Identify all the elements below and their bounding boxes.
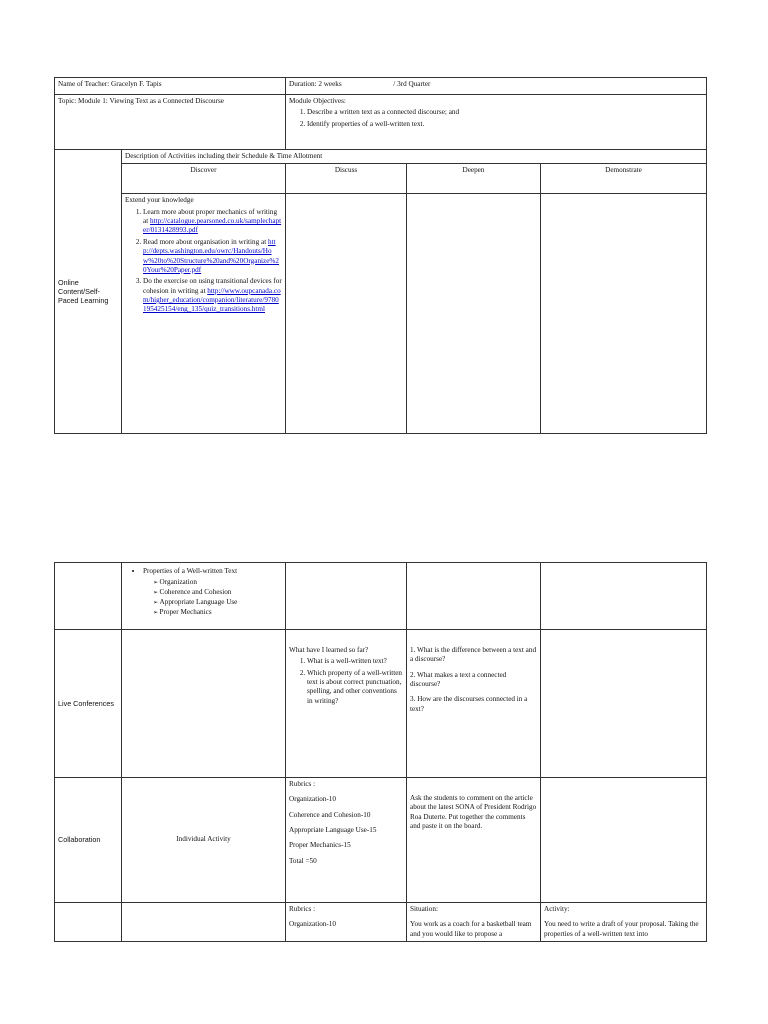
objectives-cell bbox=[286, 95, 707, 150]
teacher-name-cell bbox=[55, 78, 286, 95]
resource-list bbox=[125, 208, 282, 315]
duration: Duration: 2 weeks bbox=[289, 80, 342, 88]
discuss-item: 1. What is a well-written text? bbox=[307, 657, 403, 666]
discuss-item: 2. Which property of a well-written text is about correct punctuation, spelling, and other conventions in writing? bbox=[307, 669, 403, 706]
properties-cell bbox=[122, 563, 286, 630]
lesson-plan-table-top bbox=[54, 77, 707, 434]
properties-list bbox=[125, 567, 282, 576]
rubric-item: Organization-10 bbox=[289, 795, 336, 804]
online-label: Online Content/Self-Paced Learning bbox=[58, 277, 109, 306]
deepen-question: 2. What makes a text a connected discourse? bbox=[410, 670, 507, 689]
topic: Topic: Module 1: Viewing Text as a Connected Discourse bbox=[58, 97, 224, 105]
activities-title-cell bbox=[122, 150, 707, 164]
blank-label-cell bbox=[55, 903, 122, 942]
activity-title: Activity: bbox=[544, 905, 570, 913]
rubric-item: Coherence and Cohesion-10 bbox=[289, 810, 371, 819]
live-discuss-cell bbox=[286, 630, 407, 778]
resource-link[interactable]: http://catalogue.pearsoned.co.uk/samplechapter/0131428993.pdf bbox=[143, 217, 282, 235]
blank-cell bbox=[407, 563, 541, 630]
objective-item: 1. Describe a written text as a connected discourse; and bbox=[307, 108, 703, 117]
online-deepen-cell bbox=[407, 194, 541, 434]
column-header-discover: Discover bbox=[122, 164, 286, 194]
rubric-item: Appropriate Language Use-15 bbox=[289, 826, 377, 835]
resource-link[interactable]: http://www.oupcanada.com/higher_education/companion/literature/9780195425154/eng_135/quiz_transitions.html bbox=[143, 286, 281, 314]
teacher-name: Name of Teacher: Gracelyn F. Tapis bbox=[58, 80, 162, 88]
resource-item: 2. Read more about organisation in writing at http://depts.washington.edu/owrc/Handouts/How%20to%20Structure%20and%20Organize%20Your%20Paper.pdf bbox=[143, 238, 282, 275]
resource-item: 1. Learn more about proper mechanics of writing at http://catalogue.pearsoned.co.uk/samplechapter/0131428993.pdf bbox=[143, 208, 282, 236]
discuss-list bbox=[289, 657, 403, 706]
rubrics-title: Rubrics : bbox=[289, 780, 316, 788]
column-header-demonstrate: Demonstrate bbox=[541, 164, 707, 194]
rubric-total: Total =50 bbox=[289, 856, 317, 865]
duration-cell bbox=[286, 78, 707, 95]
deepen-question: 3. How are the discourses connected in a text? bbox=[410, 695, 528, 713]
column-header-discuss: Discuss bbox=[286, 164, 407, 194]
last-discuss-cell bbox=[286, 903, 407, 942]
property-item: ➢ Organization bbox=[153, 578, 282, 588]
property-item: ➢ Appropriate Language Use bbox=[153, 598, 282, 608]
column-header-deepen: Deepen bbox=[407, 164, 541, 194]
objectives-title: Module Objectives: bbox=[289, 97, 346, 105]
live-label-cell bbox=[55, 630, 122, 778]
live-discover-cell bbox=[122, 630, 286, 778]
lesson-plan-table-bottom bbox=[54, 562, 707, 942]
properties-title: • Properties of a Well-written Text bbox=[143, 567, 282, 576]
collab-deepen-text: Ask the students to comment on the article about the latest SONA of President Rodrigo Roa Duterte. Put together the comments and paste it on the board. bbox=[410, 794, 537, 831]
rubric-item: Proper Mechanics-15 bbox=[289, 841, 351, 850]
collab-demonstrate-cell bbox=[541, 778, 707, 903]
topic-cell bbox=[55, 95, 286, 150]
last-demonstrate-cell bbox=[541, 903, 707, 942]
last-deepen-cell bbox=[407, 903, 541, 942]
objective-item: 2. Identify properties of a well-written text. bbox=[307, 120, 703, 129]
deepen-question: 1. What is the difference between a text and a discourse? bbox=[410, 646, 537, 664]
online-discuss-cell bbox=[286, 194, 407, 434]
blank-cell bbox=[286, 563, 407, 630]
activities-title: Description of Activities including their Schedule & Time Allotment bbox=[125, 152, 323, 160]
blank-cell bbox=[541, 563, 707, 630]
objectives-list bbox=[289, 108, 703, 129]
quarter: / 3rd Quarter bbox=[393, 80, 431, 88]
properties-sublist bbox=[125, 578, 282, 617]
situation-text: You work as a coach for a basketball team and you would like to propose a bbox=[410, 920, 532, 938]
rubric-item: Organization-10 bbox=[289, 920, 336, 929]
collab-deepen-cell bbox=[407, 778, 541, 903]
activity-text: You need to write a draft of your proposal. Taking the properties of a well-written text into bbox=[544, 920, 699, 938]
situation-title: Situation: bbox=[410, 905, 438, 913]
property-item: ➢ Proper Mechanics bbox=[153, 608, 282, 618]
collab-label-cell bbox=[55, 778, 122, 903]
extend-title: Extend your knowledge bbox=[125, 196, 194, 205]
blank-cell bbox=[122, 903, 286, 942]
live-demonstrate-cell bbox=[541, 630, 707, 778]
collab-discuss-cell bbox=[286, 778, 407, 903]
resource-item: 3. Do the exercise on using transitional devices for cohesion in writing at http://www.oupcanada.com/higher_education/companion/literature/9780195425154/eng_135/quiz_transitions.html bbox=[143, 277, 282, 314]
blank-label-cell bbox=[55, 563, 122, 630]
live-deepen-cell bbox=[407, 630, 541, 778]
online-discover-cell bbox=[122, 194, 286, 434]
collab-label: Collaboration bbox=[58, 835, 101, 845]
property-item: ➢ Coherence and Cohesion bbox=[153, 588, 282, 598]
online-demonstrate-cell bbox=[541, 194, 707, 434]
individual-activity: Individual Activity bbox=[176, 835, 231, 844]
rubrics-title: Rubrics : bbox=[289, 905, 316, 913]
collab-discover-cell bbox=[122, 778, 286, 903]
live-label: Live Conferences bbox=[58, 698, 114, 708]
resource-link[interactable]: http://depts.washington.edu/owrc/Handouts/How%20to%20Structure%20and%20Organize%20Your%20Paper.pdf bbox=[143, 237, 279, 274]
online-label-cell bbox=[55, 150, 122, 434]
discuss-title: What have I learned so far? bbox=[289, 646, 369, 654]
